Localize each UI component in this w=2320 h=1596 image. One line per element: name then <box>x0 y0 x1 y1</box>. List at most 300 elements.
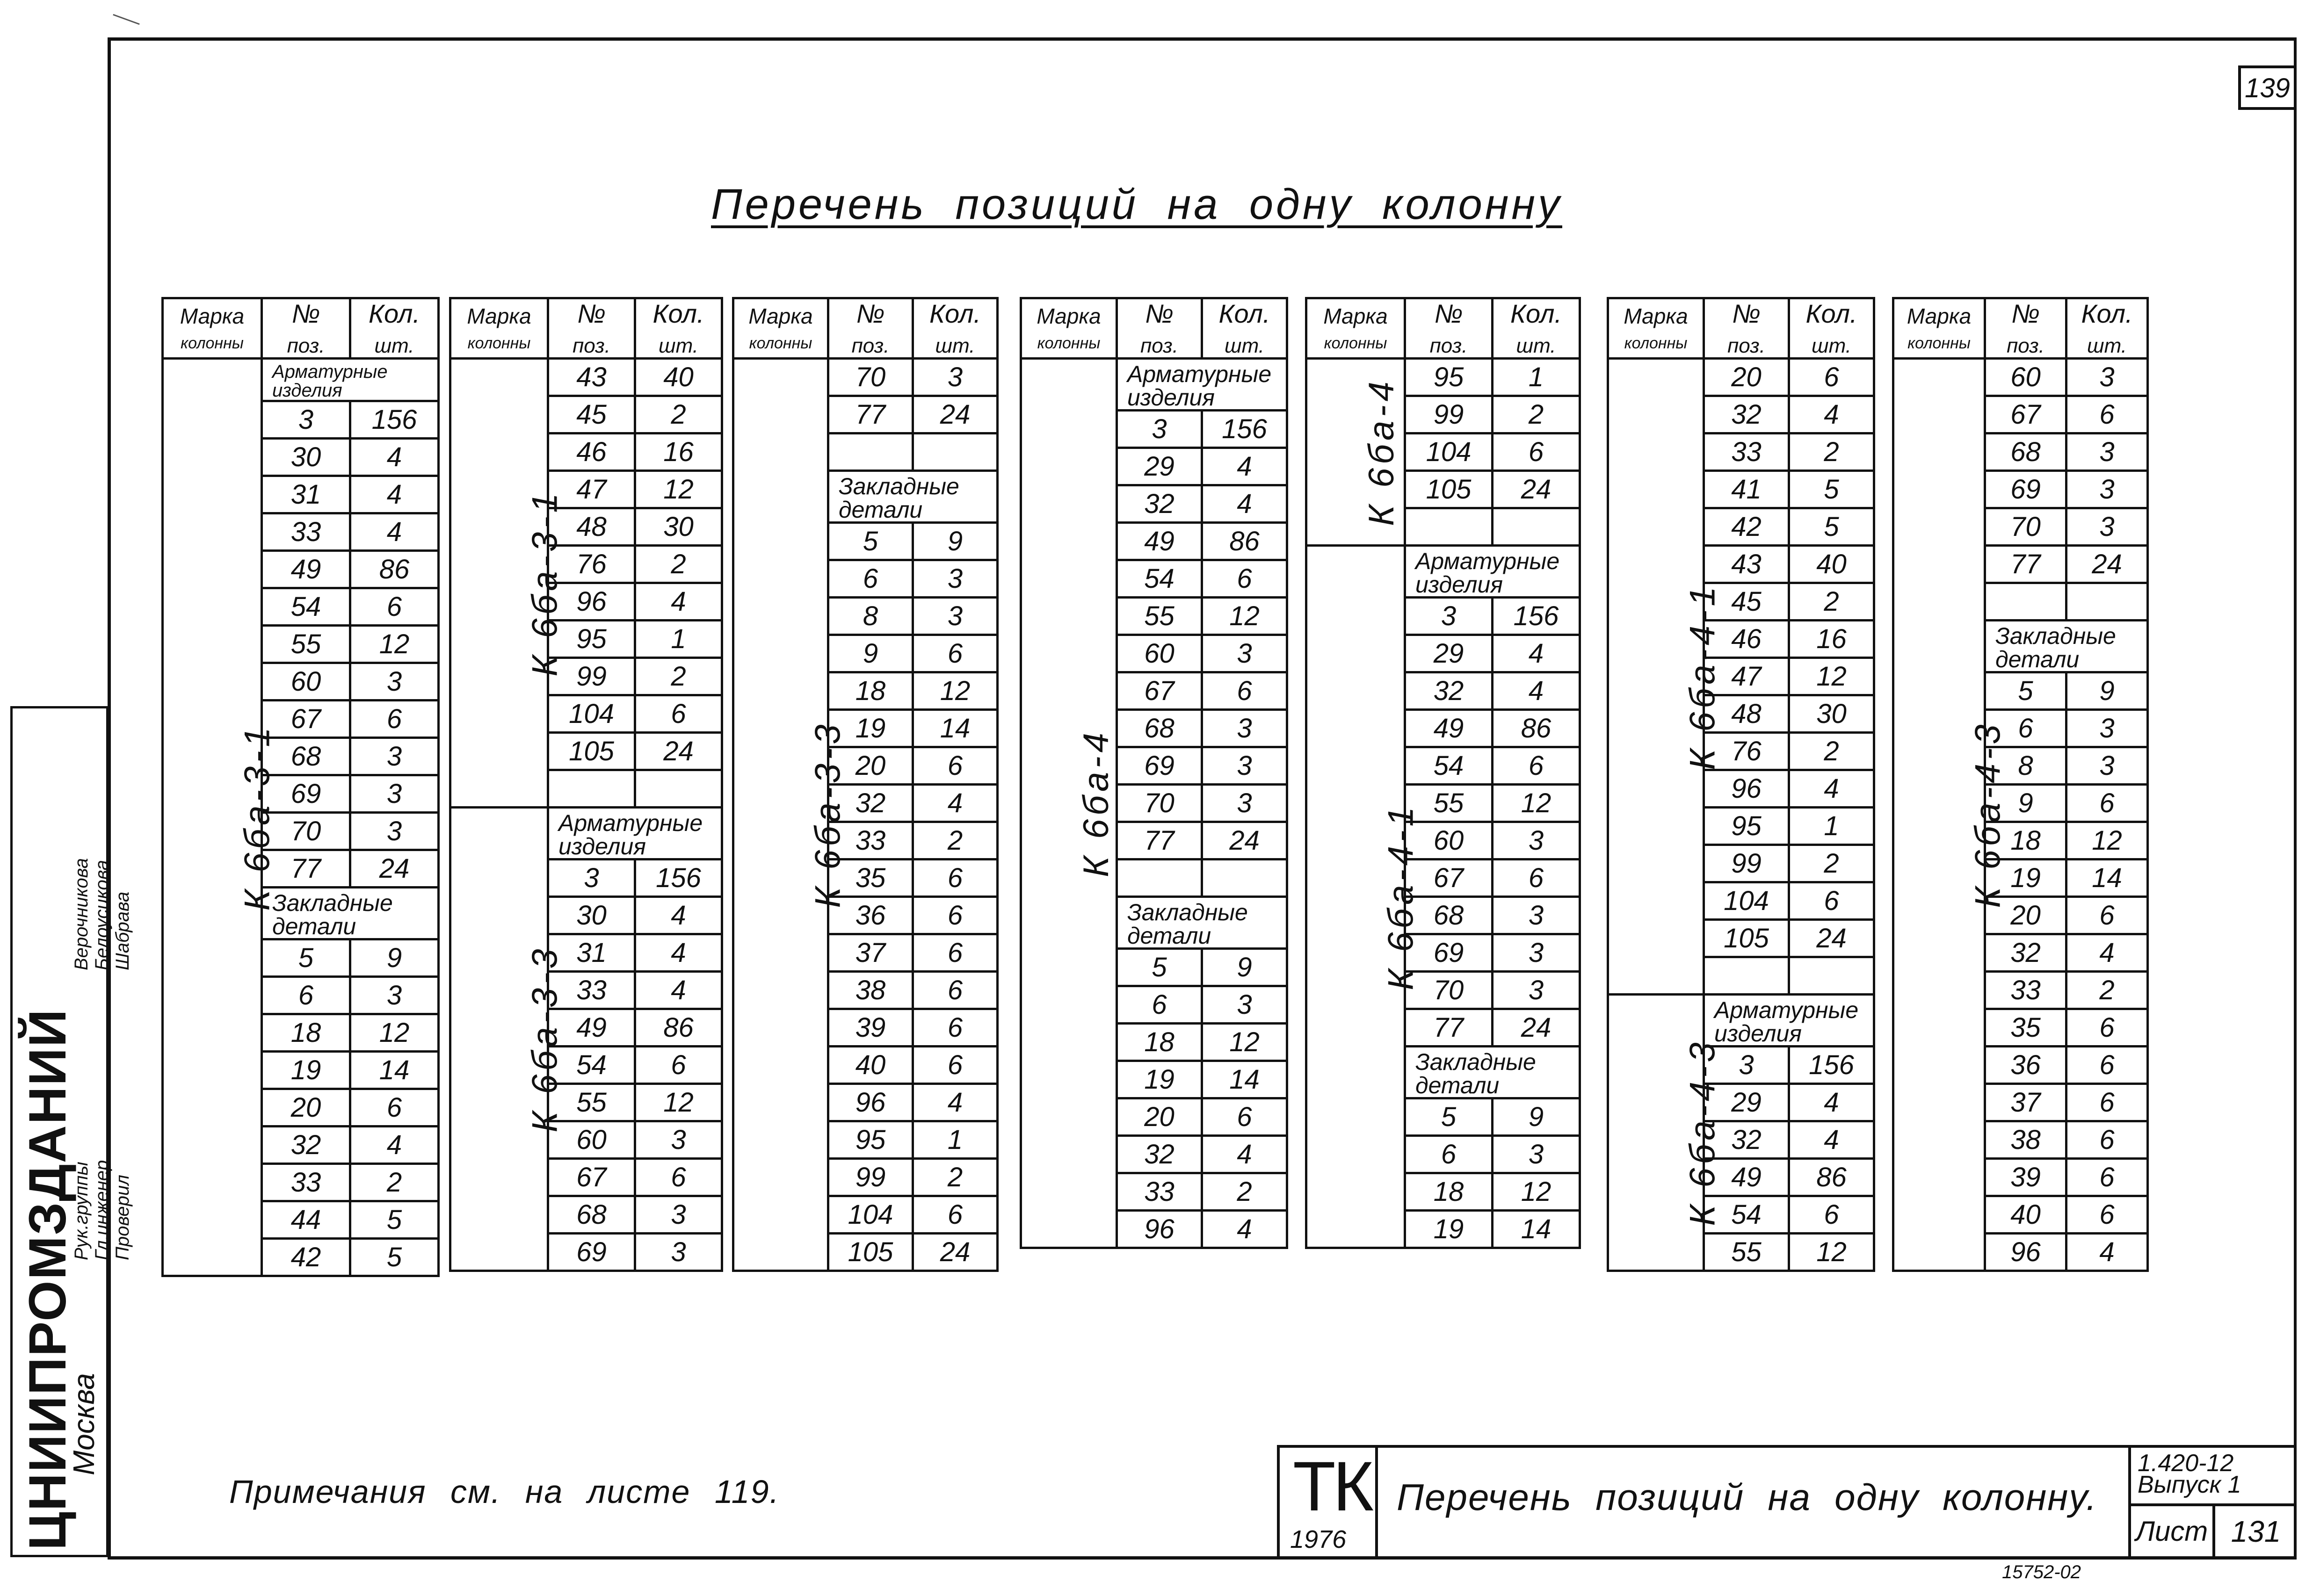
position-number: 3 <box>1704 1046 1789 1083</box>
position-number: 6 <box>828 560 913 597</box>
quantity <box>913 433 998 470</box>
position-number: 5 <box>1117 948 1202 986</box>
quantity: 156 <box>1202 410 1287 448</box>
group-heading: Арматурные изделия <box>1704 994 1874 1046</box>
table-header-row <box>1608 298 1874 359</box>
header-mark <box>1306 298 1405 359</box>
position-number: 104 <box>1405 433 1493 470</box>
quantity: 24 <box>635 732 722 770</box>
position-number: 9 <box>828 635 913 672</box>
position-number: 32 <box>1117 485 1202 522</box>
quantity: 14 <box>913 709 998 747</box>
position-number: 31 <box>262 476 350 513</box>
position-number: 30 <box>262 438 350 476</box>
position-number: 47 <box>548 470 635 508</box>
quantity: 6 <box>635 1046 722 1083</box>
sheet-label: Лист <box>2131 1506 2215 1557</box>
quantity: 12 <box>1202 597 1287 635</box>
stamp-signature: Белоусикова <box>92 859 112 970</box>
quantity: 1 <box>635 620 722 657</box>
header-mark <box>1608 298 1704 359</box>
quantity: 14 <box>1202 1061 1287 1098</box>
quantity: 12 <box>1789 657 1874 695</box>
position-number: 99 <box>548 657 635 695</box>
header-mark <box>733 298 828 359</box>
quantity <box>635 770 722 807</box>
position-number: 3 <box>262 401 350 438</box>
column-mark: К 6ба-4-1 <box>1381 803 1421 990</box>
quantity: 3 <box>635 1121 722 1158</box>
group-heading: Арматурные изделия <box>1405 545 1580 597</box>
position-number: 39 <box>1985 1158 2066 1196</box>
quantity: 2 <box>1789 845 1874 882</box>
organization-stamp <box>10 706 133 1557</box>
header-position-line2: поз. <box>287 334 325 357</box>
position-number: 67 <box>262 700 350 737</box>
header-quantity <box>1493 298 1580 359</box>
quantity: 6 <box>1493 433 1580 470</box>
position-number: 70 <box>1985 508 2066 545</box>
quantity: 4 <box>1202 448 1287 485</box>
sheet-box <box>2131 1506 2297 1557</box>
quantity: 3 <box>2066 709 2148 747</box>
header-quantity-line2: шт. <box>935 334 975 357</box>
group-heading: Закладные детали <box>1405 1046 1580 1098</box>
quantity: 3 <box>1202 709 1287 747</box>
position-number: 55 <box>548 1083 635 1121</box>
quantity: 3 <box>350 663 439 700</box>
quantity: 3 <box>350 775 439 812</box>
quantity: 6 <box>1493 859 1580 896</box>
quantity: 3 <box>350 976 439 1014</box>
position-number: 29 <box>1704 1083 1789 1121</box>
quantity: 4 <box>635 583 722 620</box>
position-number: 77 <box>1117 822 1202 859</box>
header-quantity-line1: Кол. <box>1805 299 1857 328</box>
position-number: 19 <box>1117 1061 1202 1098</box>
quantity: 3 <box>2066 433 2148 470</box>
position-number: 47 <box>1704 657 1789 695</box>
position-number: 20 <box>1117 1098 1202 1135</box>
position-number: 49 <box>262 550 350 588</box>
quantity: 6 <box>1789 358 1874 396</box>
sheet-name: Перечень позиций на одну колонну. <box>1397 1476 2098 1518</box>
quantity: 4 <box>1789 770 1874 807</box>
quantity: 6 <box>1202 672 1287 709</box>
header-quantity-line2: шт. <box>1225 334 1264 357</box>
quantity: 4 <box>350 1126 439 1163</box>
position-number: 18 <box>1405 1173 1493 1210</box>
quantity: 9 <box>913 522 998 560</box>
table-row <box>163 358 439 401</box>
table-header-row <box>1893 298 2148 359</box>
quantity: 6 <box>2066 1083 2148 1121</box>
quantity: 6 <box>2066 1158 2148 1196</box>
position-number: 48 <box>1704 695 1789 732</box>
position-number: 5 <box>1405 1098 1493 1135</box>
series-box <box>2131 1448 2297 1506</box>
position-number: 69 <box>1985 470 2066 508</box>
position-number: 5 <box>1985 672 2066 709</box>
position-number: 19 <box>1985 859 2066 896</box>
position-number: 3 <box>548 859 635 896</box>
position-number: 46 <box>548 433 635 470</box>
position-number: 42 <box>1704 508 1789 545</box>
quantity <box>2066 583 2148 620</box>
position-number: 67 <box>1405 859 1493 896</box>
header-position-line2: поз. <box>573 334 610 357</box>
quantity: 12 <box>1202 1023 1287 1061</box>
quantity: 2 <box>913 822 998 859</box>
position-number: 5 <box>828 522 913 560</box>
stamp-signature: Верочникова <box>71 858 92 970</box>
quantity: 4 <box>1493 635 1580 672</box>
quantity: 6 <box>913 635 998 672</box>
position-number: 68 <box>548 1196 635 1233</box>
quantity: 6 <box>350 588 439 625</box>
title-block <box>1277 1445 2297 1560</box>
header-quantity-line2: шт. <box>659 334 698 357</box>
sheet-number: 131 <box>2231 1515 2281 1548</box>
header-mark-line1: Марка <box>1624 304 1688 328</box>
header-mark-line1: Марка <box>748 304 813 328</box>
quantity: 4 <box>635 934 722 971</box>
stamp-signature: Шабрава <box>112 891 133 970</box>
quantity: 6 <box>350 1089 439 1126</box>
position-number: 54 <box>262 588 350 625</box>
position-number: 49 <box>1117 522 1202 560</box>
quantity: 24 <box>1789 919 1874 957</box>
header-quantity-line1: Кол. <box>368 299 420 328</box>
quantity: 3 <box>1493 971 1580 1009</box>
header-mark <box>450 298 548 359</box>
header-position <box>828 298 913 359</box>
position-number: 8 <box>828 597 913 635</box>
position-number: 49 <box>1704 1158 1789 1196</box>
column-mark: К 6ба-4 <box>1076 729 1116 877</box>
quantity: 3 <box>1493 896 1580 934</box>
quantity: 3 <box>1202 635 1287 672</box>
position-number: 60 <box>1405 822 1493 859</box>
quantity: 4 <box>2066 934 2148 971</box>
quantity: 5 <box>1789 508 1874 545</box>
quantity: 3 <box>2066 470 2148 508</box>
quantity: 5 <box>350 1201 439 1238</box>
quantity: 1 <box>1493 358 1580 396</box>
position-number: 33 <box>1704 433 1789 470</box>
quantity: 24 <box>913 396 998 433</box>
page-number: 139 <box>2238 65 2297 110</box>
position-number: 68 <box>262 737 350 775</box>
quantity: 6 <box>913 747 998 784</box>
quantity: 6 <box>913 1009 998 1046</box>
position-number: 44 <box>262 1201 350 1238</box>
position-table <box>1305 297 1581 1249</box>
quantity: 6 <box>2066 1196 2148 1233</box>
position-number: 40 <box>828 1046 913 1083</box>
position-number: 42 <box>262 1238 350 1276</box>
position-number: 33 <box>1985 971 2066 1009</box>
header-mark <box>163 298 262 359</box>
quantity: 2 <box>2066 971 2148 1009</box>
document-code <box>2128 1448 2297 1560</box>
quantity: 6 <box>913 934 998 971</box>
header-quantity <box>1789 298 1874 359</box>
stamp-signatures <box>71 858 133 970</box>
position-number: 54 <box>1405 747 1493 784</box>
quantity: 12 <box>350 1014 439 1051</box>
quantity: 1 <box>913 1121 998 1158</box>
quantity: 30 <box>1789 695 1874 732</box>
quantity: 6 <box>2066 784 2148 822</box>
header-position <box>1117 298 1202 359</box>
position-number: 6 <box>262 976 350 1014</box>
position-number: 32 <box>1405 672 1493 709</box>
quantity: 4 <box>350 513 439 550</box>
position-number: 18 <box>1985 822 2066 859</box>
table-header-row <box>1306 298 1580 359</box>
position-table <box>732 297 999 1272</box>
quantity: 86 <box>1202 522 1287 560</box>
position-number: 95 <box>548 620 635 657</box>
header-position-line1: № <box>2011 299 2040 328</box>
quantity: 2 <box>1789 583 1874 620</box>
position-number: 54 <box>1704 1196 1789 1233</box>
position-number: 37 <box>1985 1083 2066 1121</box>
position-number: 60 <box>548 1121 635 1158</box>
quantity: 6 <box>2066 1121 2148 1158</box>
quantity: 12 <box>635 470 722 508</box>
position-number: 95 <box>1405 358 1493 396</box>
position-number: 39 <box>828 1009 913 1046</box>
header-quantity-line2: шт. <box>2087 334 2127 357</box>
position-number: 95 <box>1704 807 1789 845</box>
header-quantity-line2: шт. <box>1516 334 1556 357</box>
quantity: 2 <box>635 396 722 433</box>
quantity <box>1789 957 1874 994</box>
column-mark-cell <box>1021 358 1117 1248</box>
position-number: 18 <box>1117 1023 1202 1061</box>
position-number: 69 <box>1405 934 1493 971</box>
position-table <box>1607 297 1875 1272</box>
position-number: 20 <box>262 1089 350 1126</box>
quantity: 3 <box>1202 986 1287 1023</box>
position-table <box>1020 297 1288 1249</box>
position-number: 54 <box>548 1046 635 1083</box>
quantity: 6 <box>2066 896 2148 934</box>
position-number: 20 <box>828 747 913 784</box>
position-number: 32 <box>1704 1121 1789 1158</box>
inventory-code: 15752-02 <box>2002 1562 2081 1582</box>
header-mark-line2: колонны <box>181 334 244 352</box>
position-number <box>828 433 913 470</box>
quantity: 12 <box>350 625 439 663</box>
quantity: 86 <box>350 550 439 588</box>
position-number <box>1985 583 2066 620</box>
position-number: 43 <box>1704 545 1789 583</box>
position-number: 35 <box>828 859 913 896</box>
group-heading: Закладные детали <box>828 470 998 522</box>
quantity: 2 <box>1202 1173 1287 1210</box>
quantity: 4 <box>1202 485 1287 522</box>
quantity: 14 <box>1493 1210 1580 1248</box>
quantity: 6 <box>913 1196 998 1233</box>
position-number: 67 <box>1985 396 2066 433</box>
header-quantity <box>913 298 998 359</box>
organization-name: ЦНИИПРОМЗДАНИЙ <box>18 1008 77 1550</box>
quantity: 9 <box>350 939 439 976</box>
notes-reference: Примечания см. на листе 119. <box>229 1473 780 1510</box>
header-position-line1: № <box>1434 299 1463 328</box>
quantity: 16 <box>635 433 722 470</box>
position-number: 5 <box>262 939 350 976</box>
quantity: 6 <box>2066 1046 2148 1083</box>
position-number: 77 <box>1405 1009 1493 1046</box>
series-number: 1.420-12 <box>2138 1450 2234 1477</box>
header-position-line2: поз. <box>1140 334 1178 357</box>
column-mark: К 6ба-3-1 <box>237 723 277 911</box>
quantity: 6 <box>2066 1009 2148 1046</box>
header-position-line1: № <box>577 299 606 328</box>
position-number: 69 <box>1117 747 1202 784</box>
quantity: 156 <box>1789 1046 1874 1083</box>
stamp-role: Гл.инженер <box>92 1160 112 1260</box>
quantity: 6 <box>1789 1196 1874 1233</box>
table-row <box>1893 358 2148 396</box>
position-number: 105 <box>1704 919 1789 957</box>
quantity <box>1493 508 1580 545</box>
table-row <box>733 358 998 396</box>
position-number: 77 <box>262 850 350 887</box>
column-mark-cell <box>163 358 277 1276</box>
quantity: 3 <box>635 1233 722 1271</box>
quantity: 2 <box>1789 732 1874 770</box>
quantity: 3 <box>350 812 439 850</box>
position-number: 32 <box>1117 1135 1202 1173</box>
position-number: 49 <box>1405 709 1493 747</box>
position-number: 19 <box>828 709 913 747</box>
quantity: 6 <box>635 1158 722 1196</box>
page-title: Перечень позиций на одну колонну <box>711 181 1562 228</box>
quantity: 30 <box>635 508 722 545</box>
position-number: 3 <box>1405 597 1493 635</box>
column-mark: К 6ба-4-1 <box>1682 583 1723 770</box>
position-table <box>449 297 723 1272</box>
quantity: 14 <box>350 1051 439 1089</box>
position-number: 33 <box>262 1163 350 1201</box>
quantity: 24 <box>2066 545 2148 583</box>
header-position-line1: № <box>856 299 885 328</box>
quantity: 9 <box>1493 1098 1580 1135</box>
position-number: 45 <box>548 396 635 433</box>
position-table <box>161 297 440 1277</box>
position-number <box>548 770 635 807</box>
position-number: 35 <box>1985 1009 2066 1046</box>
table-header-row <box>163 298 439 359</box>
group-heading: Закладные детали <box>1117 896 1287 948</box>
header-position-line2: поз. <box>2007 334 2044 357</box>
header-position-line1: № <box>1145 299 1174 328</box>
position-number: 40 <box>1985 1196 2066 1233</box>
table-row <box>450 358 722 396</box>
stamp-roles <box>71 1160 133 1260</box>
quantity: 156 <box>635 859 722 896</box>
position-number: 49 <box>548 1009 635 1046</box>
quantity: 4 <box>635 896 722 934</box>
quantity: 4 <box>913 784 998 822</box>
position-number: 46 <box>1704 620 1789 657</box>
stamp-role: Рук.группы <box>71 1162 92 1260</box>
table-row <box>1306 358 1580 396</box>
quantity: 86 <box>1493 709 1580 747</box>
position-number: 32 <box>262 1126 350 1163</box>
quantity: 12 <box>1493 784 1580 822</box>
header-position-line2: поз. <box>851 334 890 357</box>
position-number: 99 <box>1704 845 1789 882</box>
position-number: 96 <box>1117 1210 1202 1248</box>
quantity: 3 <box>1493 822 1580 859</box>
column-mark-cell <box>1608 994 1723 1271</box>
issue-number: Выпуск 1 <box>2138 1471 2241 1498</box>
table-header-row <box>1021 298 1287 359</box>
quantity: 3 <box>635 1196 722 1233</box>
column-mark: К 6ба-4 <box>1361 378 1401 526</box>
column-mark-cell <box>1608 358 1723 994</box>
position-number: 38 <box>1985 1121 2066 1158</box>
quantity: 2 <box>635 657 722 695</box>
header-position-line2: поз. <box>1727 334 1765 357</box>
quantity: 12 <box>2066 822 2148 859</box>
position-number: 20 <box>1985 896 2066 934</box>
header-position-line1: № <box>1732 299 1761 328</box>
quantity: 86 <box>1789 1158 1874 1196</box>
quantity: 6 <box>350 700 439 737</box>
position-number: 99 <box>1405 396 1493 433</box>
header-quantity-line1: Кол. <box>652 299 704 328</box>
quantity: 4 <box>1202 1210 1287 1248</box>
position-number: 77 <box>1985 545 2066 583</box>
header-mark-line2: колонны <box>1907 334 1971 352</box>
position-number: 104 <box>828 1196 913 1233</box>
header-quantity-line1: Кол. <box>2081 299 2133 328</box>
quantity: 156 <box>350 401 439 438</box>
position-number: 99 <box>828 1158 913 1196</box>
group-heading: Арматурные изделия <box>262 358 439 401</box>
quantity: 3 <box>350 737 439 775</box>
position-number: 36 <box>828 896 913 934</box>
position-number: 33 <box>262 513 350 550</box>
header-quantity <box>2066 298 2148 359</box>
quantity: 40 <box>635 358 722 396</box>
position-number: 96 <box>548 583 635 620</box>
position-number: 45 <box>1704 583 1789 620</box>
quantity: 4 <box>350 476 439 513</box>
position-number: 104 <box>548 695 635 732</box>
quantity: 4 <box>1493 672 1580 709</box>
position-number: 67 <box>548 1158 635 1196</box>
position-number: 48 <box>548 508 635 545</box>
position-number: 41 <box>1704 470 1789 508</box>
header-mark-line2: колонны <box>467 334 531 352</box>
header-quantity-line2: шт. <box>374 334 414 357</box>
position-number <box>1704 957 1789 994</box>
header-position <box>548 298 635 359</box>
position-number: 18 <box>828 672 913 709</box>
quantity: 12 <box>635 1083 722 1121</box>
position-number: 33 <box>1117 1173 1202 1210</box>
quantity: 2 <box>1493 396 1580 433</box>
position-number: 6 <box>1405 1135 1493 1173</box>
